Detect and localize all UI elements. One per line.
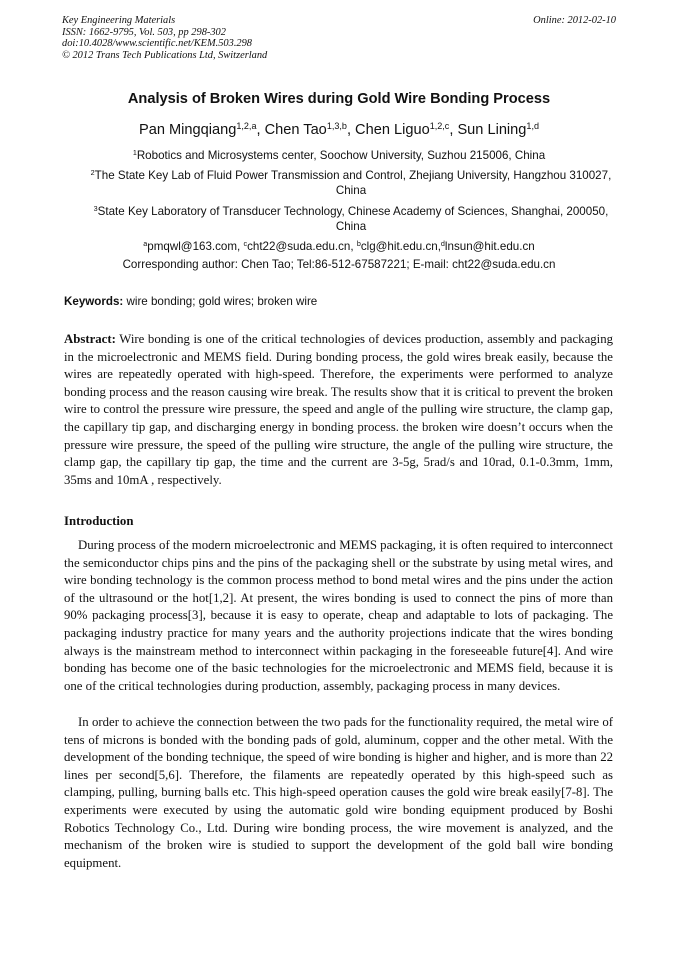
introduction-paragraph-2: In order to achieve the connection between the two pads for the functionality required, the metal wire of tens of microns is bonded with the bonding pads of gold, aluminum, copper and the other metal. With the development of the bonding technique, the speed of wire bonding is higher and higher, and is more than 22 lines per second[5,6]. Therefore, the filaments are repeatedly operated by this high-speed such as clamping, pulling, burning balls etc. This high-speed operation causes the gold wire break easily[7-8]. The experiments were executed by using the automatic gold wire bonding equipment produced by Boshi Robotics Technology Co., Ltd. During wire bonding process, the wire movement is analyzed, and the mechanism of the broken wire is studied to support the development of the gold ball wire bonding equipment.: [64, 715, 613, 870]
keywords-label: Keywords:: [64, 295, 124, 308]
journal-header: [62, 15, 616, 61]
email-link[interactable]: cht22@suda.edu.cn,: [247, 240, 357, 253]
introduction-paragraph-1: During process of the modern microelectronic and MEMS packaging, it is often required to interconnect the semiconductor chips pins and the pins of the packaging shell or the substrate by using metal wires, and wire bonding technology is the common process method to bond metal wires and the pins under the action of the ultrasound or the hot[1,2]. At present, the wires bonding is used to connect the pins of more than 90% packaging process[3], because it is easy to operate, cheap and adaptable to lots of packaging. The packaging industry practice for many years and the authority projections indicate that the wires bonding always is the mainstream method to interconnect within packaging in the foreseeable future[4]. And wire bonding has become one of the basic technologies for the microelectronic and MEMS field, because it is one of the critical technologies during production, assembly, packaging process in many devices.: [64, 538, 613, 693]
affiliation-sup: 3: [93, 204, 98, 214]
abstract: [64, 331, 613, 489]
doi-line[interactable]: doi:10.4028/www.scientific.net/KEM.503.298: [62, 38, 252, 50]
affiliation-3: [90, 204, 612, 234]
section-heading-introduction: Introduction: [64, 514, 134, 528]
affiliation-2: [90, 168, 612, 198]
corresponding-author: Corresponding author: Chen Tao; Tel:86-512-67587221; E-mail: cht22@suda.edu.cn: [122, 258, 556, 271]
author-name: Chen Tao: [264, 122, 327, 138]
abstract-text: Wire bonding is one of the critical technologies of devices production, assembly and packaging in the microelectronic and MEMS field. During bonding process, the gold wires break easily, because the wires are repeatedly operated with high-speed. Therefore, the experiments were performed to analyze bonding process and the reason causing wire break. The results show that it is critical to prevent the broken wire to control the pressure wire pressure, the speed and angle of the pulling wire structure, the clamp gap, the capillary tip gap, and discharging energy in bonding process. the broken wire doesn’t occurs when the pressure wire pressure, the speed of the pulling wire structure, the angle of the pulling wire structure, the clamp gap, the capillary tip gap, the time and the current are 3-5g, 5rad/s and 10rad, 0.1-0.3mm, 1mm, 35ms and 10mA , respectively.: [64, 332, 613, 487]
email-link[interactable]: lnsun@hit.edu.cn: [444, 240, 535, 253]
keywords-text: wire bonding; gold wires; broken wire: [123, 295, 318, 308]
affiliation-sup: 1: [132, 148, 137, 158]
keywords: [64, 295, 614, 308]
author-separator: ,: [346, 122, 356, 138]
email-sup: c: [243, 239, 248, 249]
author-name: Sun Lining: [457, 122, 527, 138]
email-sup: d: [440, 239, 445, 249]
author-list: [0, 122, 678, 138]
affiliation-1: [0, 148, 678, 163]
affiliation-text: State Key Laboratory of Transducer Technology, Chinese Academy of Sciences, Shanghai, 200050, China: [97, 205, 609, 233]
online-date: Online: 2012-02-10: [533, 15, 616, 26]
author-name: Pan Mingqiang: [138, 122, 237, 138]
email-sup: a: [143, 239, 148, 249]
author-emails: [0, 240, 678, 253]
paper-title: Analysis of Broken Wires during Gold Wire Bonding Process: [127, 91, 551, 107]
journal-name: Key Engineering Materials: [62, 15, 176, 26]
email-link[interactable]: clg@hit.edu.cn,: [360, 240, 441, 253]
author-affiliation-sup: 1,2,c: [429, 121, 450, 132]
affiliation-text: Robotics and Microsystems center, Soochow University, Suzhou 215006, China: [136, 149, 546, 162]
author-name: Chen Liguo: [355, 122, 430, 138]
affiliation-sup: 2: [90, 168, 95, 178]
author-affiliation-sup: 1,2,a: [236, 121, 257, 132]
abstract-label: Abstract:: [64, 332, 116, 346]
author-affiliation-sup: 1,d: [526, 121, 539, 132]
author-affiliation-sup: 1,3,b: [326, 121, 347, 132]
email-link[interactable]: pmqwl@163.com,: [147, 240, 244, 253]
copyright-line: © 2012 Trans Tech Publications Ltd, Switzerland: [62, 49, 268, 61]
author-separator: ,: [256, 122, 265, 138]
email-sup: b: [356, 239, 361, 249]
issn-line: ISSN: 1662-9795, Vol. 503, pp 298-302: [62, 26, 226, 38]
author-separator: ,: [449, 122, 458, 138]
affiliation-text: The State Key Lab of Fluid Power Transmission and Control, Zhejiang University, Hangzhou 310027, China: [94, 169, 612, 197]
